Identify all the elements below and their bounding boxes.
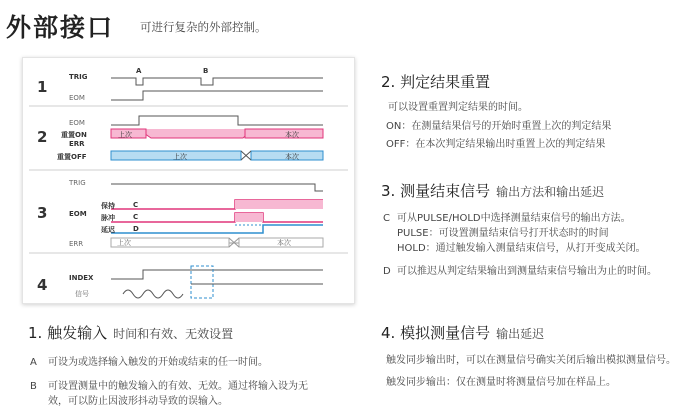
- section3-heading: [381, 180, 604, 201]
- row2-reset-on-label: 重置ON: [61, 131, 87, 139]
- section1-heading: [28, 322, 233, 343]
- row3-err-label: ERR: [69, 240, 84, 248]
- row1-number: 1: [37, 78, 48, 96]
- row3-hold-label: 保持: [101, 202, 115, 210]
- section3-pulse: PULSE：可设置测量结束信号打开状态时的时间: [397, 228, 609, 239]
- row3-mark-c2: C: [133, 213, 139, 221]
- page-subtitle: 可进行复杂的外部控制。: [140, 20, 267, 34]
- section4-line1: 触发同步输出时，可以在测量信号确实关闭后输出模拟测量信号。: [386, 355, 676, 366]
- section1-subtitle: 时间和有效、无效设置: [113, 327, 234, 341]
- row1-mark-b: B: [203, 67, 209, 75]
- row3-number: 3: [37, 204, 48, 222]
- row3-pulse-label: 脉冲: [101, 214, 115, 222]
- section3-item-c-mark: C: [383, 213, 390, 224]
- section4-title: 4. 模拟测量信号: [381, 324, 491, 342]
- section3-item-d: 可以推迟从判定结果输出到测量结束信号输出为止的时间。: [397, 266, 657, 277]
- section3-hold: HOLD：通过触发输入测量结束信号，从打开变成关闭。: [397, 243, 646, 254]
- page-title: 外部接口: [6, 13, 115, 42]
- row2-cross: [241, 151, 251, 160]
- row1-trig-line: [111, 78, 323, 85]
- row2-eom-line: [111, 116, 323, 125]
- row2-prev-label-2: 上次: [173, 153, 187, 161]
- row4-index-label: INDEX: [69, 274, 94, 282]
- row3-prev-label: 上次: [117, 239, 131, 247]
- section2-line1: 可以设置重置判定结果的时间。: [388, 102, 528, 113]
- section2-line2: ON：在测量结果信号的开始时重置上次的判定结果: [386, 121, 612, 132]
- section3-title: 3. 测量结束信号: [381, 182, 491, 200]
- row3-pulse-line: [111, 213, 323, 222]
- row2-number: 2: [37, 128, 48, 146]
- section4-line2: 触发同步输出：仅在测量时将测量信号加在样品上。: [386, 377, 616, 388]
- row3-delay-label: 延迟: [101, 226, 115, 234]
- row3-pulse-fill: [235, 213, 263, 222]
- row4-signal-wave: [123, 290, 183, 298]
- section1-item-a-mark: A: [30, 357, 37, 368]
- timing-diagram-panel: [22, 57, 355, 304]
- row3-trig-line: [111, 184, 323, 191]
- section1-item-b-mark: B: [30, 381, 37, 392]
- row1-mark-a: A: [136, 67, 142, 75]
- row3-trig-label: TRIG: [69, 179, 86, 187]
- section3-item-d-mark: D: [383, 266, 391, 277]
- row1-eom-label: EOM: [69, 94, 85, 102]
- section1-item-a: 可设为或选择输入触发的开始或结束的任一时间。: [48, 357, 268, 368]
- row2-prev-label-1: 上次: [118, 131, 132, 139]
- section1-title: 1. 触发输入: [28, 324, 108, 342]
- section1-item-b-line2: 效，可以防止因波形抖动导致的误输入。: [48, 396, 228, 407]
- row4-signal-label: 信号: [75, 290, 89, 298]
- row4-dashed-box: [191, 266, 213, 298]
- row3-hold-fill: [235, 200, 323, 209]
- section4-subtitle: 输出延迟: [496, 327, 545, 341]
- row1-trig-label: TRIG: [69, 73, 88, 81]
- row2-curr-label-1: 本次: [285, 131, 299, 139]
- row3-mark-d: D: [133, 225, 139, 233]
- section1-item-b-line1: 可设置测量中的触发输入的有效、无效。通过将输入设为无: [48, 381, 308, 392]
- row1-eom-line: [111, 91, 323, 100]
- section4-heading: [381, 322, 544, 343]
- row4-index-line: [111, 270, 323, 279]
- section3-item-c: 可从PULSE/HOLD中选择测量结束信号的输出方法。: [397, 213, 631, 224]
- row2-reset-off-label: 重置OFF: [57, 153, 87, 161]
- row3-curr-label: 本次: [277, 239, 291, 247]
- section2-line3: OFF：在本次判定结果输出时重置上次的判定结果: [386, 139, 606, 150]
- row2-err-label: ERR: [69, 140, 85, 148]
- row3-eom-label: EOM: [69, 210, 87, 218]
- row2-eom-label: EOM: [69, 119, 85, 127]
- section2-title: 2. 判定结果重置: [381, 73, 491, 91]
- section3-subtitle: 输出方法和输出延迟: [496, 185, 605, 199]
- row2-curr-label-2: 本次: [285, 153, 299, 161]
- row2-curr-pink: [245, 129, 323, 138]
- row4-number: 4: [37, 276, 48, 294]
- row3-mark-c1: C: [133, 201, 139, 209]
- row3-delay-line: [111, 225, 323, 233]
